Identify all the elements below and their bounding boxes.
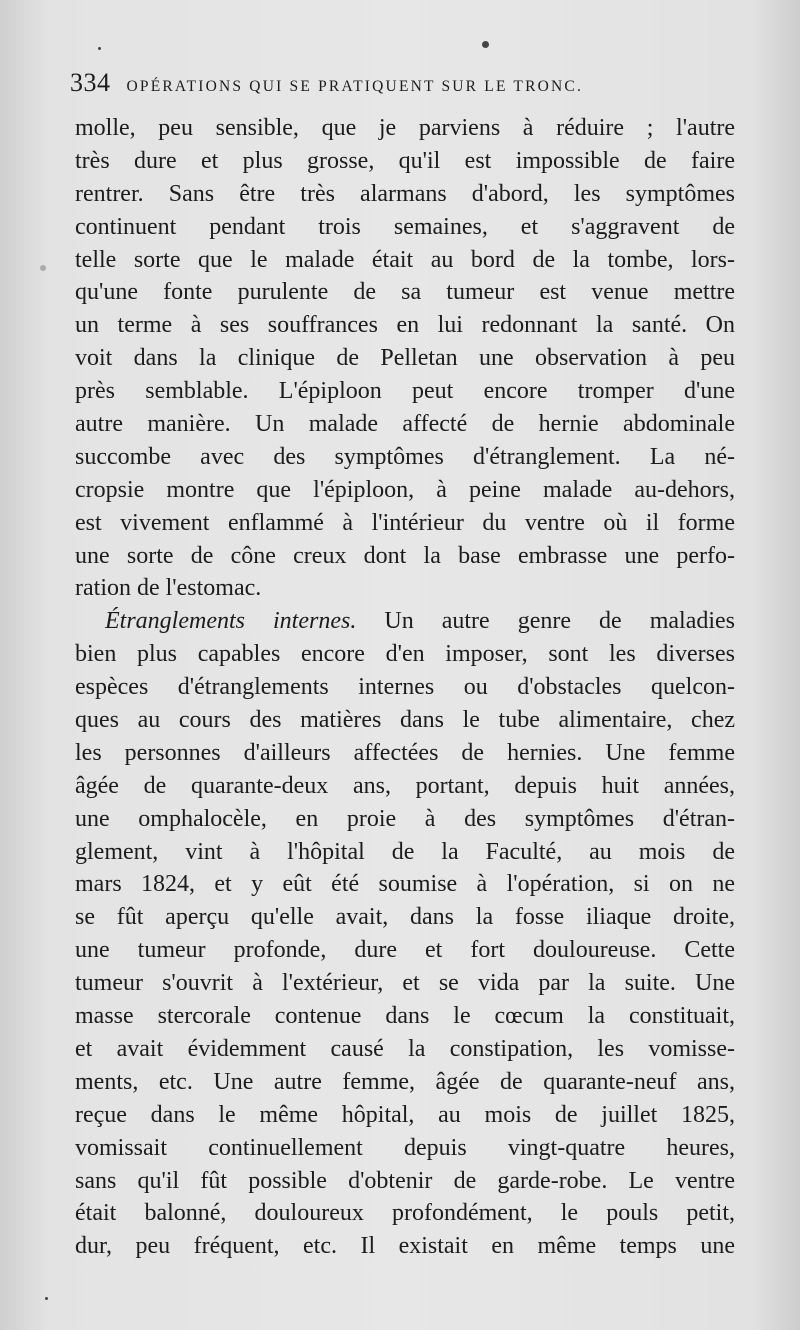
text-line: continuent pendant trois semaines, et s'aggravent de [75,213,735,240]
section-heading: Étranglements internes. [105,608,357,635]
text-line: bien plus capables encore d'en imposer, sont les diverses [75,641,735,668]
text-line: était balonné, douloureux profondément, le pouls petit, [75,1200,735,1227]
text-line: une sorte de cône creux dont la base embrasse une perfo- [75,542,735,569]
body-text [75,112,735,1263]
text-line: près semblable. L'épiploon peut encore tromper d'une [75,378,735,405]
text-line: telle sorte que le malade était au bord de la tombe, lors- [75,246,735,273]
text-line: un terme à ses souffrances en lui redonnant la santé. On [75,312,735,339]
text-line: très dure et plus grosse, qu'il est impossible de faire [75,147,735,174]
paper-speck [40,265,46,271]
text-line: vomissait continuellement depuis vingt-quatre heures, [75,1134,735,1161]
text-line: se fût aperçu qu'elle avait, dans la fosse iliaque droite, [75,904,735,931]
page-number: 334 [70,68,111,97]
text-line: les personnes d'ailleurs affectées de hernies. Une femme [75,739,735,766]
paragraph-last-line: ration de l'estomac. [75,575,262,602]
text-line: succombe avec des symptômes d'étranglement. La né- [75,443,735,470]
text-line: cropsie montre que l'épiploon, à peine malade au-dehors, [75,476,735,503]
text-line: qu'une fonte purulente de sa tumeur est venue mettre [75,279,735,306]
text-line: sans qu'il fût possible d'obtenir de garde-robe. Le ventre [75,1167,735,1194]
paper-speck [98,47,101,50]
text-line: molle, peu sensible, que je parviens à réduire ; l'autre [75,115,735,141]
text-line: est vivement enflammé à l'intérieur du ventre où il forme [75,509,735,536]
text-line: rentrer. Sans être très alarmans d'abord, les symptômes [75,180,735,207]
paper-speck [482,41,489,48]
running-title: OPÉRATIONS QUI SE PRATIQUENT SUR LE TRONC. [126,78,584,95]
text-line: glement, vint à l'hôpital de la Faculté, au mois de [75,838,735,865]
text-line: mars 1824, et y eût été soumise à l'opération, si on ne [75,871,735,898]
text-line: une omphalocèle, en proie à des symptômes d'étran- [75,805,735,832]
text-line: voit dans la clinique de Pelletan une observation à peu [75,345,735,372]
text-line: ques au cours des matières dans le tube alimentaire, chez [75,707,735,734]
text-line: et avait évidemment causé la constipation, les vomisse- [75,1035,735,1062]
text-line: espèces d'étranglements internes ou d'obstacles quelcon- [75,674,735,701]
text-line: reçue dans le même hôpital, au mois de juillet 1825, [75,1101,735,1128]
text-line: âgée de quarante-deux ans, portant, depuis huit années, [75,772,735,799]
text-line: ments, etc. Une autre femme, âgée de quarante-neuf ans, [75,1068,735,1095]
text-line: une tumeur profonde, dure et fort douloureuse. Cette [75,937,735,964]
section-first-line-text: Un autre genre de maladies [384,608,735,635]
section-first-line [75,605,735,638]
text-line: dur, peu fréquent, etc. Il existait en même temps une [75,1233,735,1260]
text-line: masse stercorale contenue dans le cœcum la constituait, [75,1003,735,1030]
text-line: tumeur s'ouvrit à l'extérieur, et se vida par la suite. Une [75,970,735,997]
text-line: autre manière. Un malade affecté de hernie abdominale [75,411,735,438]
paper-speck [45,1297,48,1300]
running-head [70,68,730,102]
